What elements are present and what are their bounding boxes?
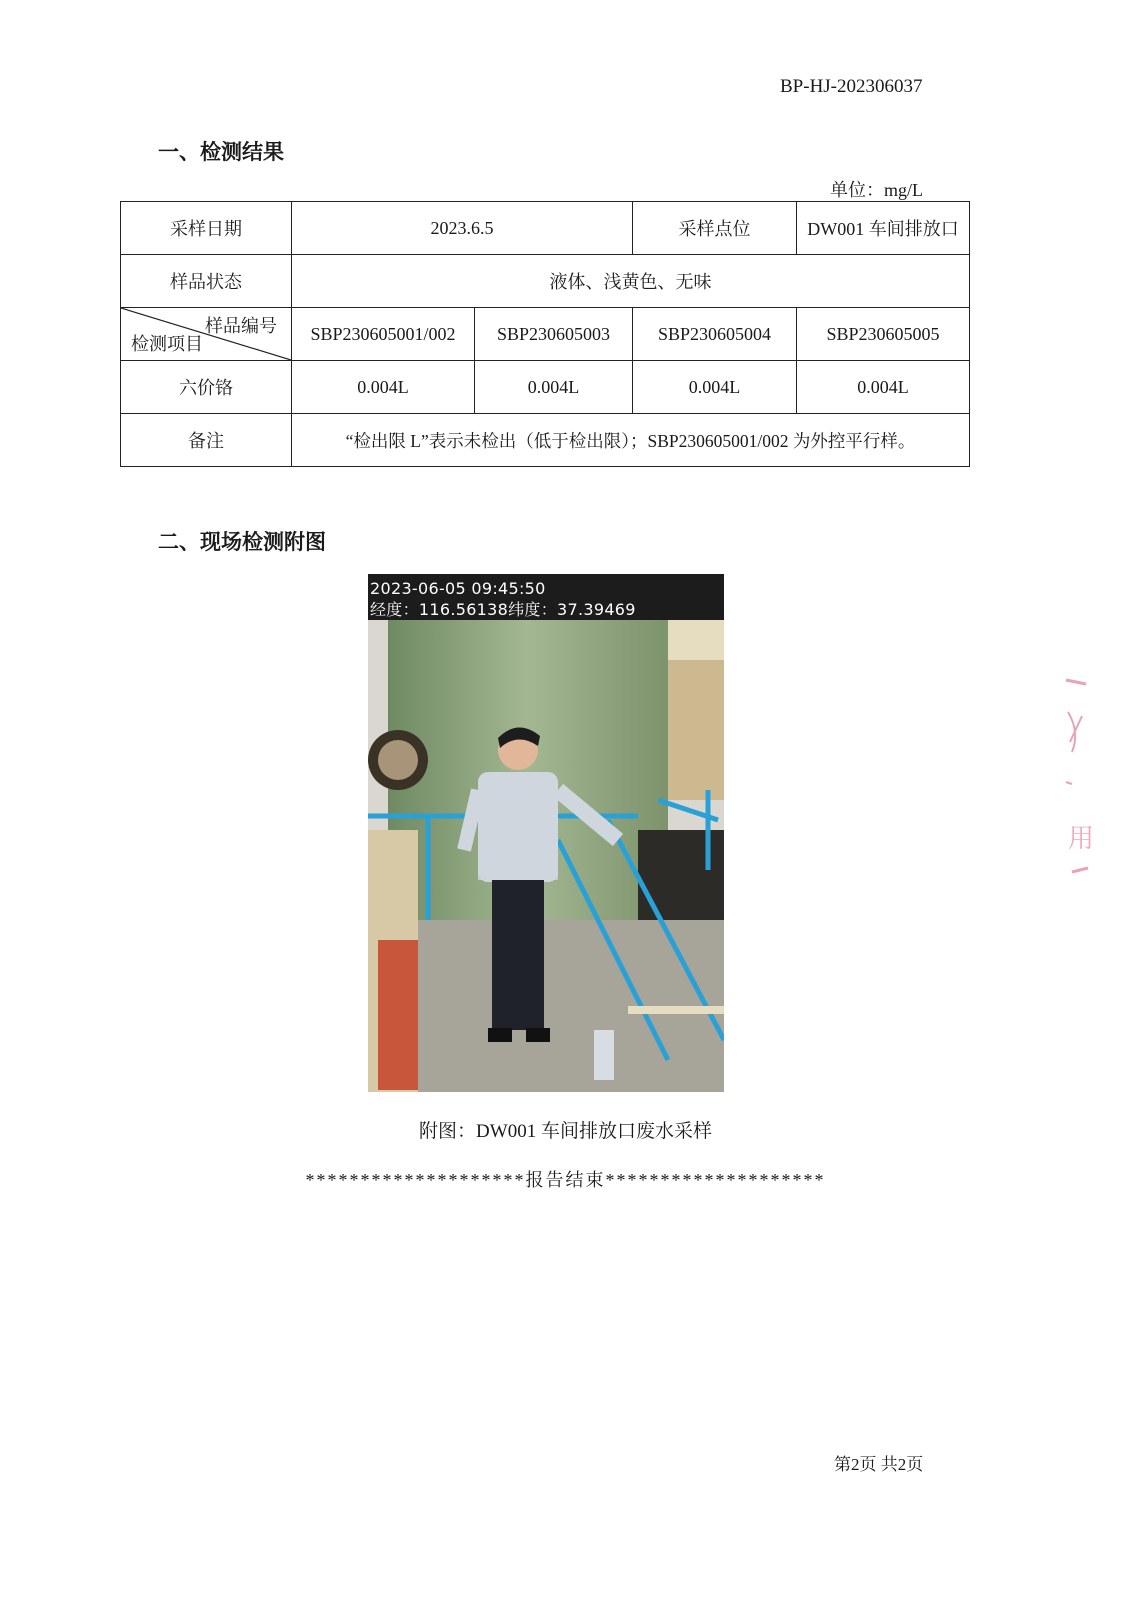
unit-label: 单位：mg/L [830,180,923,200]
sampling-date-label: 采样日期 [121,202,292,255]
sampling-scene-image [368,620,724,1092]
test-item-label: 检测项目 [131,334,203,354]
diagonal-header-cell [121,308,292,361]
table-row [121,255,970,308]
remark-value: “检出限 L”表示未检出（低于检出限）；SBP230605001/002 为外控平行样。 [292,414,970,467]
page-number: 第2页 共2页 [834,1455,924,1474]
report-end-line: ********************报告结束******************** [305,1170,826,1190]
figure-caption: 附图：DW001 车间排放口废水采样 [419,1121,712,1142]
sample-id-cell: SBP230605003 [475,308,633,361]
sample-id-cell: SBP230605001/002 [292,308,475,361]
sampling-point-value: DW001 车间排放口 [797,202,970,255]
results-table [120,201,970,467]
item-value-cell: 0.004L [633,361,797,414]
photo-coordinates: 经度：116.56138纬度：37.39469 [370,600,636,619]
photo-watermark [370,578,636,620]
sampling-date-value: 2023.6.5 [292,202,633,255]
sample-state-value: 液体、浅黄色、无味 [292,255,970,308]
table-row [121,202,970,255]
sample-no-label: 样品编号 [205,316,277,336]
sample-id-cell: SBP230605005 [797,308,970,361]
section-title-results: 一、检测结果 [158,140,284,164]
item-value-cell: 0.004L [797,361,970,414]
item-value-cell: 0.004L [292,361,475,414]
item-value-cell: 0.004L [475,361,633,414]
item-name-cell: 六价铬 [121,361,292,414]
table-row [121,308,970,361]
document-number: BP-HJ-202306037 [780,76,923,97]
site-photo [368,574,724,1092]
sample-state-label: 样品状态 [121,255,292,308]
photo-timestamp: 2023-06-05 09:45:50 [370,579,546,598]
side-seal-stamp [1062,672,1095,882]
table-row [121,414,970,467]
sample-id-cell: SBP230605004 [633,308,797,361]
section-title-photo: 二、现场检测附图 [158,530,326,554]
table-row [121,361,970,414]
remark-label: 备注 [121,414,292,467]
side-seal-text: 用 [1068,824,1095,853]
sampling-point-label: 采样点位 [633,202,797,255]
